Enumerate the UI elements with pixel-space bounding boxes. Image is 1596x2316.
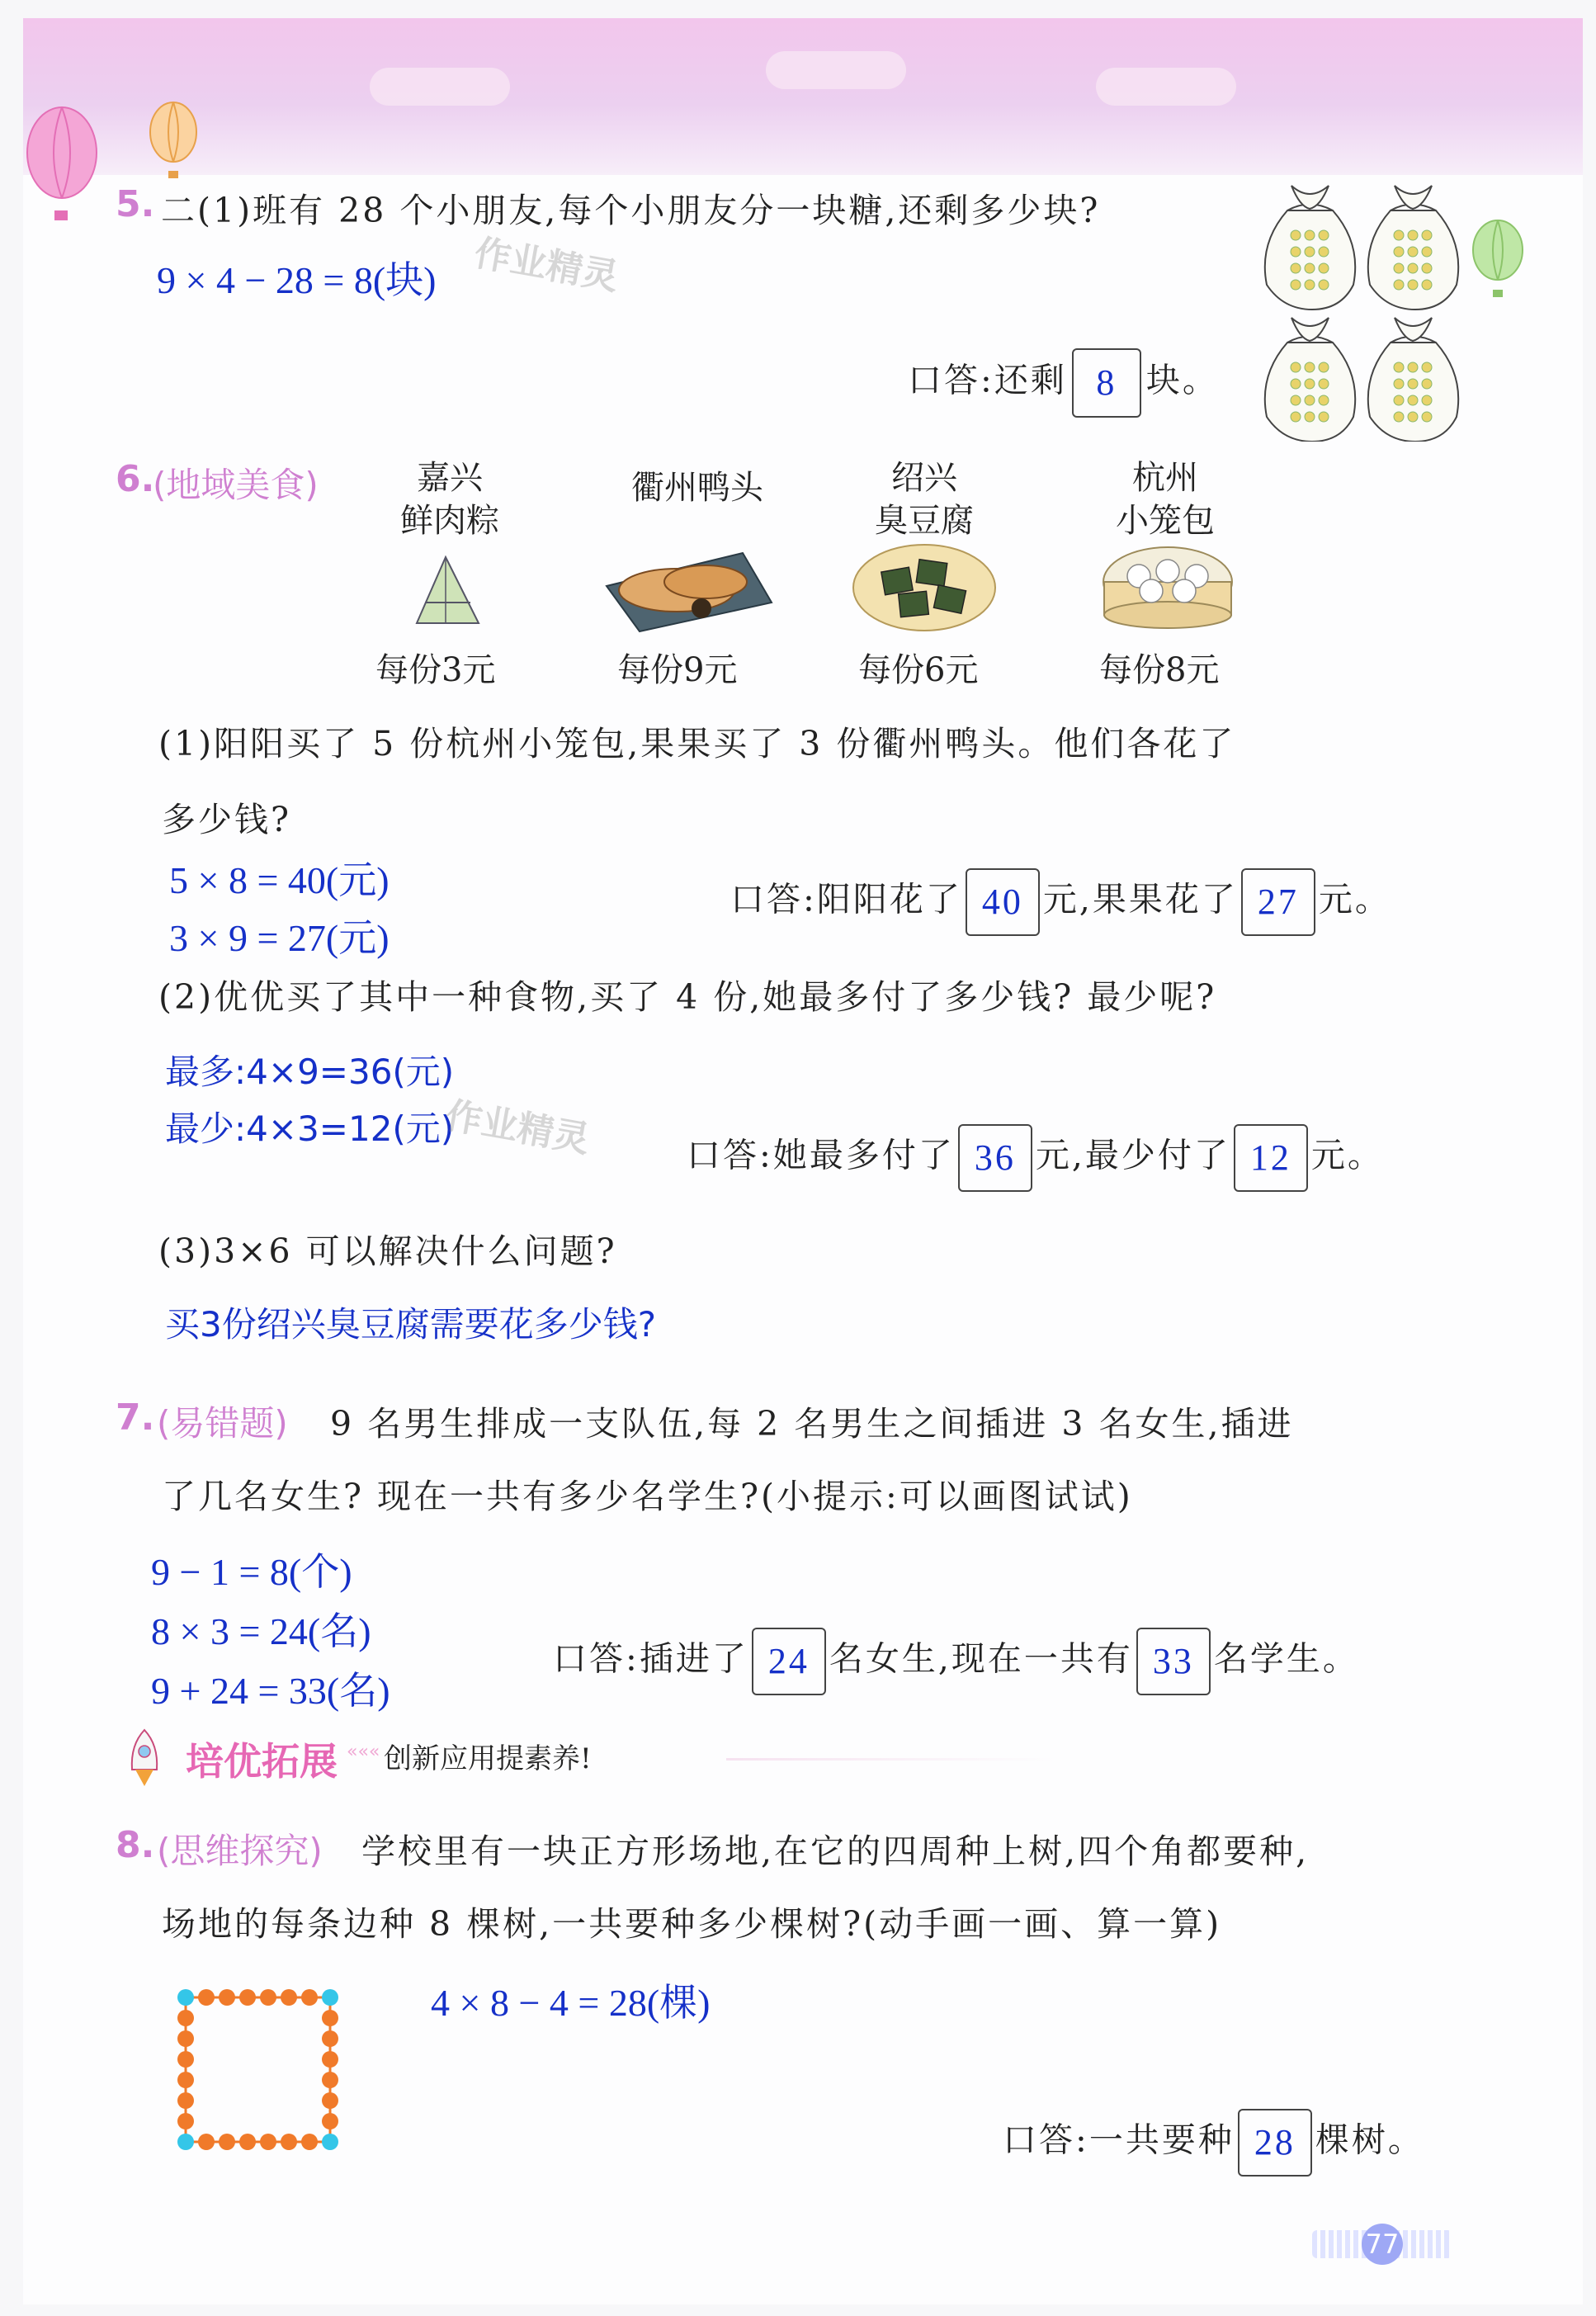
question-7-work2: 8 × 3 = 24(名) bbox=[151, 1610, 371, 1652]
corner-tree-dot bbox=[177, 2134, 194, 2150]
tree-dot bbox=[177, 2072, 194, 2088]
tree-dot bbox=[260, 2134, 276, 2150]
section-arrows: ««« bbox=[347, 1742, 380, 1762]
tree-dot bbox=[322, 2010, 338, 2026]
question-7-number: 7. bbox=[116, 1397, 155, 1439]
answer-text-b: 棵树。 bbox=[1315, 2120, 1424, 2160]
question-8-line1: 学校里有一块正方形场地,在它的四周种上树,四个角都要种, bbox=[361, 1832, 1310, 1871]
question-6-part2-work1: 最多:4×9=36(元) bbox=[165, 1052, 455, 1092]
tree-dot bbox=[281, 2134, 297, 2150]
tree-dot bbox=[301, 2134, 318, 2150]
answer-text-b: 元,最少付了 bbox=[1035, 1135, 1230, 1175]
corner-tree-dot bbox=[322, 1989, 338, 2006]
section-subtitle: 创新应用提素养! bbox=[384, 1742, 592, 1775]
question-6-part1-work1: 5 × 8 = 40(元) bbox=[169, 859, 390, 901]
answer-box-girls[interactable]: 24 bbox=[752, 1628, 826, 1695]
food-1-price: 每份3元 bbox=[375, 651, 496, 689]
question-6-part2-work2: 最少:4×3=12(元) bbox=[165, 1108, 455, 1149]
answer-text-a: 口答:她最多付了 bbox=[687, 1135, 955, 1175]
answer-suffix: 块。 bbox=[1145, 360, 1219, 400]
tree-dot bbox=[177, 2030, 194, 2047]
question-7-work3: 9 + 24 = 33(名) bbox=[151, 1670, 390, 1712]
watermark: 作业精灵 bbox=[471, 232, 622, 299]
tree-dot bbox=[301, 1989, 318, 2006]
question-6-part2-answer bbox=[687, 1124, 1384, 1192]
answer-text-b: 名女生,现在一共有 bbox=[829, 1638, 1133, 1679]
food-2-name bbox=[607, 466, 788, 509]
question-6-part1-work2: 3 × 9 = 27(元) bbox=[169, 917, 390, 959]
answer-text-b: 元,果果花了 bbox=[1042, 879, 1238, 919]
food-4-name-line1: 杭州 bbox=[1132, 459, 1198, 497]
tree-dot bbox=[239, 2134, 256, 2150]
rocket-icon bbox=[124, 1727, 165, 1789]
food-3-name bbox=[833, 456, 1015, 542]
food-3-name-line2: 臭豆腐 bbox=[875, 502, 974, 540]
food-4-price: 每份8元 bbox=[1099, 651, 1220, 689]
section-title: 培优拓展 bbox=[186, 1739, 338, 1784]
answer-text-a: 口答:插进了 bbox=[553, 1638, 748, 1679]
food-4-name-line2: 小笼包 bbox=[1116, 502, 1215, 540]
food-1-name-line2: 鲜肉粽 bbox=[400, 502, 499, 540]
square-field-outline bbox=[186, 1997, 330, 2142]
question-8-number: 8. bbox=[116, 1824, 155, 1866]
question-5-number: 5. bbox=[116, 183, 155, 225]
answer-text-c: 元。 bbox=[1318, 879, 1391, 919]
tree-dot bbox=[219, 2134, 235, 2150]
question-6-number: 6. bbox=[116, 458, 155, 500]
tree-dot bbox=[322, 2092, 338, 2109]
question-6-part1-answer bbox=[730, 868, 1391, 936]
answer-box-trees[interactable]: 28 bbox=[1238, 2109, 1312, 2177]
header-banner bbox=[23, 18, 1583, 175]
tree-dot bbox=[322, 2072, 338, 2088]
food-1-name-line1: 嘉兴 bbox=[417, 459, 483, 497]
zongzi-icon bbox=[400, 545, 491, 636]
question-6-part2-text: (2)优优买了其中一种食物,买了 4 份,她最多付了多少钱? 最少呢? bbox=[158, 977, 1217, 1017]
tree-dot bbox=[322, 2030, 338, 2047]
question-7-line2: 了几名女生? 现在一共有多少名学生?(小提示:可以画图试试) bbox=[162, 1477, 1133, 1516]
answer-text-c: 名学生。 bbox=[1213, 1638, 1359, 1679]
stinky-tofu-icon bbox=[850, 536, 999, 636]
question-6-part1-line1: (1)阳阳买了 5 份杭州小笼包,果果买了 3 份衢州鸭头。他们各花了 bbox=[158, 724, 1236, 763]
candy-bags-icon bbox=[1258, 177, 1481, 442]
question-7-line1: 9 名男生排成一支队伍,每 2 名男生之间插进 3 名女生,插进 bbox=[330, 1404, 1294, 1444]
watermark-2: 作业精灵 bbox=[442, 1094, 593, 1161]
answer-prefix: 口答:还剩 bbox=[908, 360, 1067, 400]
food-2-price: 每份9元 bbox=[617, 651, 738, 689]
xiaolongbao-icon bbox=[1098, 536, 1238, 636]
answer-text-c: 元。 bbox=[1310, 1135, 1384, 1175]
question-6-part1-line2: 多少钱? bbox=[162, 800, 291, 839]
tree-dot bbox=[177, 2051, 194, 2068]
question-7-work1: 9 − 1 = 8(个) bbox=[151, 1551, 352, 1593]
corner-tree-dot bbox=[322, 2134, 338, 2150]
tree-dot bbox=[322, 2113, 338, 2129]
tree-dot bbox=[322, 2051, 338, 2068]
section-divider bbox=[726, 1758, 1056, 1761]
tree-dot bbox=[198, 1989, 215, 2006]
question-8-line2: 场地的每条边种 8 棵树,一共要种多少棵树?(动手画一画、算一算) bbox=[162, 1904, 1222, 1944]
corner-tree-dot bbox=[177, 1989, 194, 2006]
food-3-name-line1: 绍兴 bbox=[891, 459, 957, 497]
tree-dot bbox=[177, 2113, 194, 2129]
answer-box-most[interactable]: 36 bbox=[958, 1124, 1032, 1192]
question-7-answer bbox=[553, 1628, 1359, 1695]
tree-dot bbox=[177, 2010, 194, 2026]
tree-dot bbox=[198, 2134, 215, 2150]
question-5-answer bbox=[908, 348, 1219, 418]
question-5-work: 9 × 4 − 28 = 8(块) bbox=[157, 259, 437, 301]
tree-dot bbox=[177, 2092, 194, 2109]
answer-box-least[interactable]: 12 bbox=[1234, 1124, 1308, 1192]
question-8-work: 4 × 8 − 4 = 28(棵) bbox=[431, 1982, 711, 2024]
food-2-name-line1: 衢州鸭头 bbox=[631, 469, 763, 507]
tree-dot bbox=[260, 1989, 276, 2006]
tree-dot bbox=[281, 1989, 297, 2006]
question-6-tag: (地域美食) bbox=[153, 465, 319, 505]
question-8-answer bbox=[1003, 2109, 1424, 2177]
question-5-text: 二(1)班有 28 个小朋友,每个小朋友分一块糖,还剩多少块? bbox=[161, 191, 1101, 230]
question-8-tag: (思维探究) bbox=[157, 1831, 323, 1871]
tree-dot bbox=[239, 1989, 256, 2006]
answer-text-a: 口答:阳阳花了 bbox=[730, 879, 962, 919]
food-1-name bbox=[359, 456, 541, 542]
duck-head-icon bbox=[602, 532, 776, 640]
page-number: 77 bbox=[1362, 2224, 1403, 2265]
answer-box-students[interactable]: 33 bbox=[1136, 1628, 1211, 1695]
tree-square-diagram bbox=[169, 1981, 347, 2167]
tree-dot bbox=[219, 1989, 235, 2006]
question-7-tag: (易错题) bbox=[157, 1403, 288, 1444]
question-6-part3-answer: 买3份绍兴臭豆腐需要花多少钱? bbox=[165, 1304, 657, 1345]
answer-text-a: 口答:一共要种 bbox=[1003, 2120, 1235, 2160]
food-3-price: 每份6元 bbox=[858, 651, 979, 689]
answer-box-guoguo[interactable]: 27 bbox=[1241, 868, 1315, 936]
question-6-part3-text: (3)3×6 可以解决什么问题? bbox=[158, 1231, 617, 1271]
answer-box-yangyang[interactable]: 40 bbox=[966, 868, 1040, 936]
answer-box-candies-left[interactable]: 8 bbox=[1072, 348, 1141, 418]
food-4-name bbox=[1074, 456, 1256, 542]
